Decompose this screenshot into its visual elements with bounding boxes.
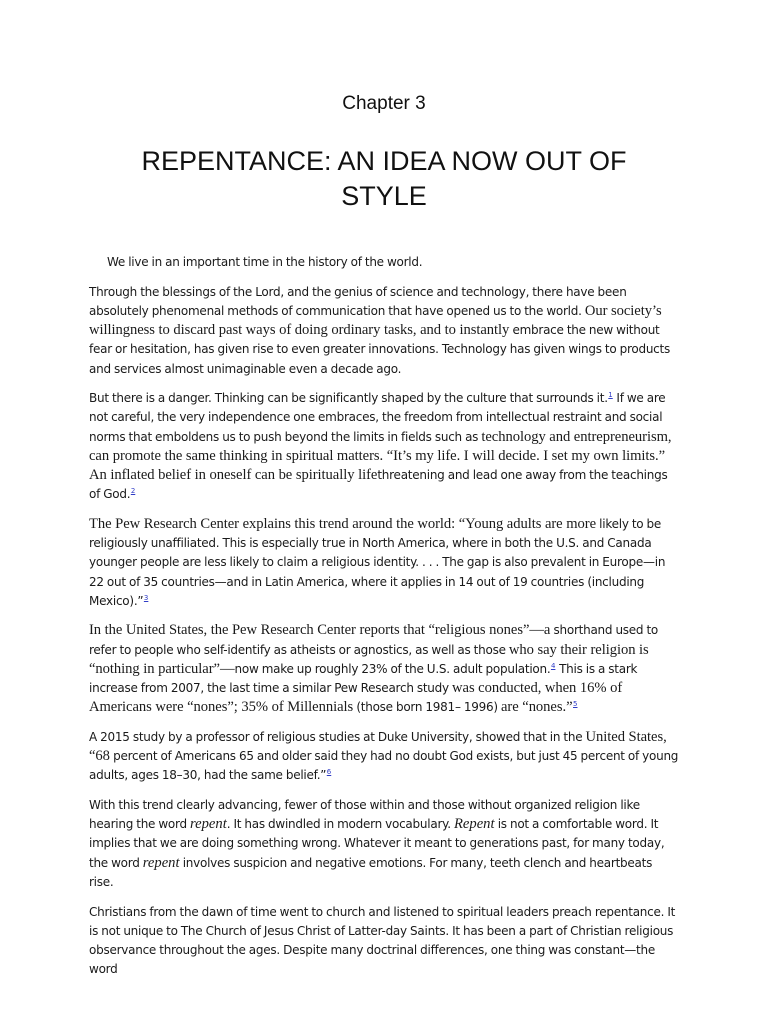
footnote-ref-5[interactable]: 5 (573, 700, 578, 709)
text-run: If we are not careful, the very independence one embraces, the freedom from intellectual restraint and social norms that emboldens us to push beyond the limits in fields such as (89, 391, 666, 444)
text-run: was conducted, when 16% of Americans were “nones”; 35% of Millennials (89, 680, 623, 716)
emphasized-word: Repent (454, 816, 495, 833)
paragraph-danger (89, 389, 679, 504)
paragraph-technology (89, 283, 679, 379)
text-run: now make up roughly 23% of the U.S. adult population. (234, 661, 551, 676)
paragraph-pew-world (89, 515, 679, 611)
text-run: percent of Americans 65 and older said they had no doubt God exists, but just 45 percent of young adults, ages 18–30, had the same belief.” (89, 749, 679, 783)
paragraph-duke-study (89, 728, 679, 786)
text-run: This is a stark increase from 2007, the last time a similar Pew Research study (89, 661, 638, 696)
text-run: (those born 1981– 1996) (353, 700, 501, 715)
footnote-ref-1[interactable]: 1 (608, 391, 613, 400)
body-text (89, 253, 679, 990)
footnote-ref-4[interactable]: 4 (550, 661, 556, 670)
text-run: are “nones.” (501, 699, 573, 716)
chapter-label: Chapter 3 (342, 93, 426, 114)
text-run: threatening and lead one away from the teachings of God. (89, 468, 668, 502)
text-run: likely to be religiously unaffiliated. This is especially true in North America, where in both the U.S. and Canada younger people are less likely to claim a religious identity. . . . The gap is also prevalent in Europe—in 22 out of 35 countries—and in Latin America, where it applies in 14 out of 19 countries (including Mexico).” (89, 516, 666, 608)
text-run: We live in an important time in the history of the world. (107, 255, 423, 269)
text-run: technology and entrepreneurism, can promote the same thinking in spiritual matters. “It’s my life. I will decide. I set my own limits.” An inflated belief in oneself can be spiritually life (89, 428, 672, 484)
footnote-ref-2[interactable]: 2 (130, 487, 136, 496)
text-run: But there is a danger. Thinking can be significantly shaped by the culture that surrounds it. (89, 391, 608, 406)
emphasized-word: repent (142, 854, 180, 871)
paragraph-repent-word (89, 796, 679, 892)
paragraph-intro (89, 253, 679, 272)
text-run: United States, “68 (89, 728, 667, 765)
text-run: Through the blessings of the Lord, and the genius of science and technology, there have been absolutely phenomenal methods of communication that have opened us to the world. (89, 284, 627, 318)
text-run: The Pew Research Center explains this trend around the world: “Young adults are more (89, 515, 596, 532)
text-run: involves suspicion and negative emotions. For many, teeth clench and heartbeats rise. (89, 855, 653, 889)
text-run: With this trend clearly advancing, fewer of those within and those without organized religion like hearing the word (89, 798, 640, 832)
footnote-ref-3[interactable]: 3 (143, 593, 149, 602)
text-run: who say their religion is “nothing in particular”— (89, 641, 649, 677)
text-run: In the United States, the Pew Research Center reports that “religious nones”—a (89, 622, 551, 639)
text-run: A 2015 study by a professor of religious studies at Duke University, showed that in the (89, 729, 586, 744)
text-run: is not a comfortable word. It implies that we are doing something wrong. Whatever it meant to generations past, for many today, the word (89, 817, 665, 870)
text-run: embrace the new without fear or hesitation, has given rise to even greater innovations. Technology has given wings to products and services almost unimaginable even a decade ago. (89, 323, 670, 376)
text-run: Christians from the dawn of time went to church and listened to spiritual leaders preach repentance. It is not unique to The Church of Jesus Christ of Latter-day Saints. It has been a part of Christian religious observance throughout the ages. Despite many doctrinal differences, one thing was constant—the word (89, 904, 676, 977)
paragraph-christians (89, 903, 679, 980)
text-run: Our society’s willingness to discard past ways of doing ordinary tasks, and to instantly (89, 302, 662, 339)
text-run: . It has dwindled in modern vocabulary. (226, 817, 455, 832)
text-run: shorthand used to refer to people who self-identify as atheists or agnostics, as well as those (89, 623, 659, 657)
chapter-title: REPENTANCE: AN IDEA NOW OUT OF STYLE (141, 146, 627, 211)
paragraph-pew-united-states (89, 621, 679, 717)
footnote-ref-6[interactable]: 6 (326, 768, 332, 777)
emphasized-word: repent (190, 816, 227, 833)
